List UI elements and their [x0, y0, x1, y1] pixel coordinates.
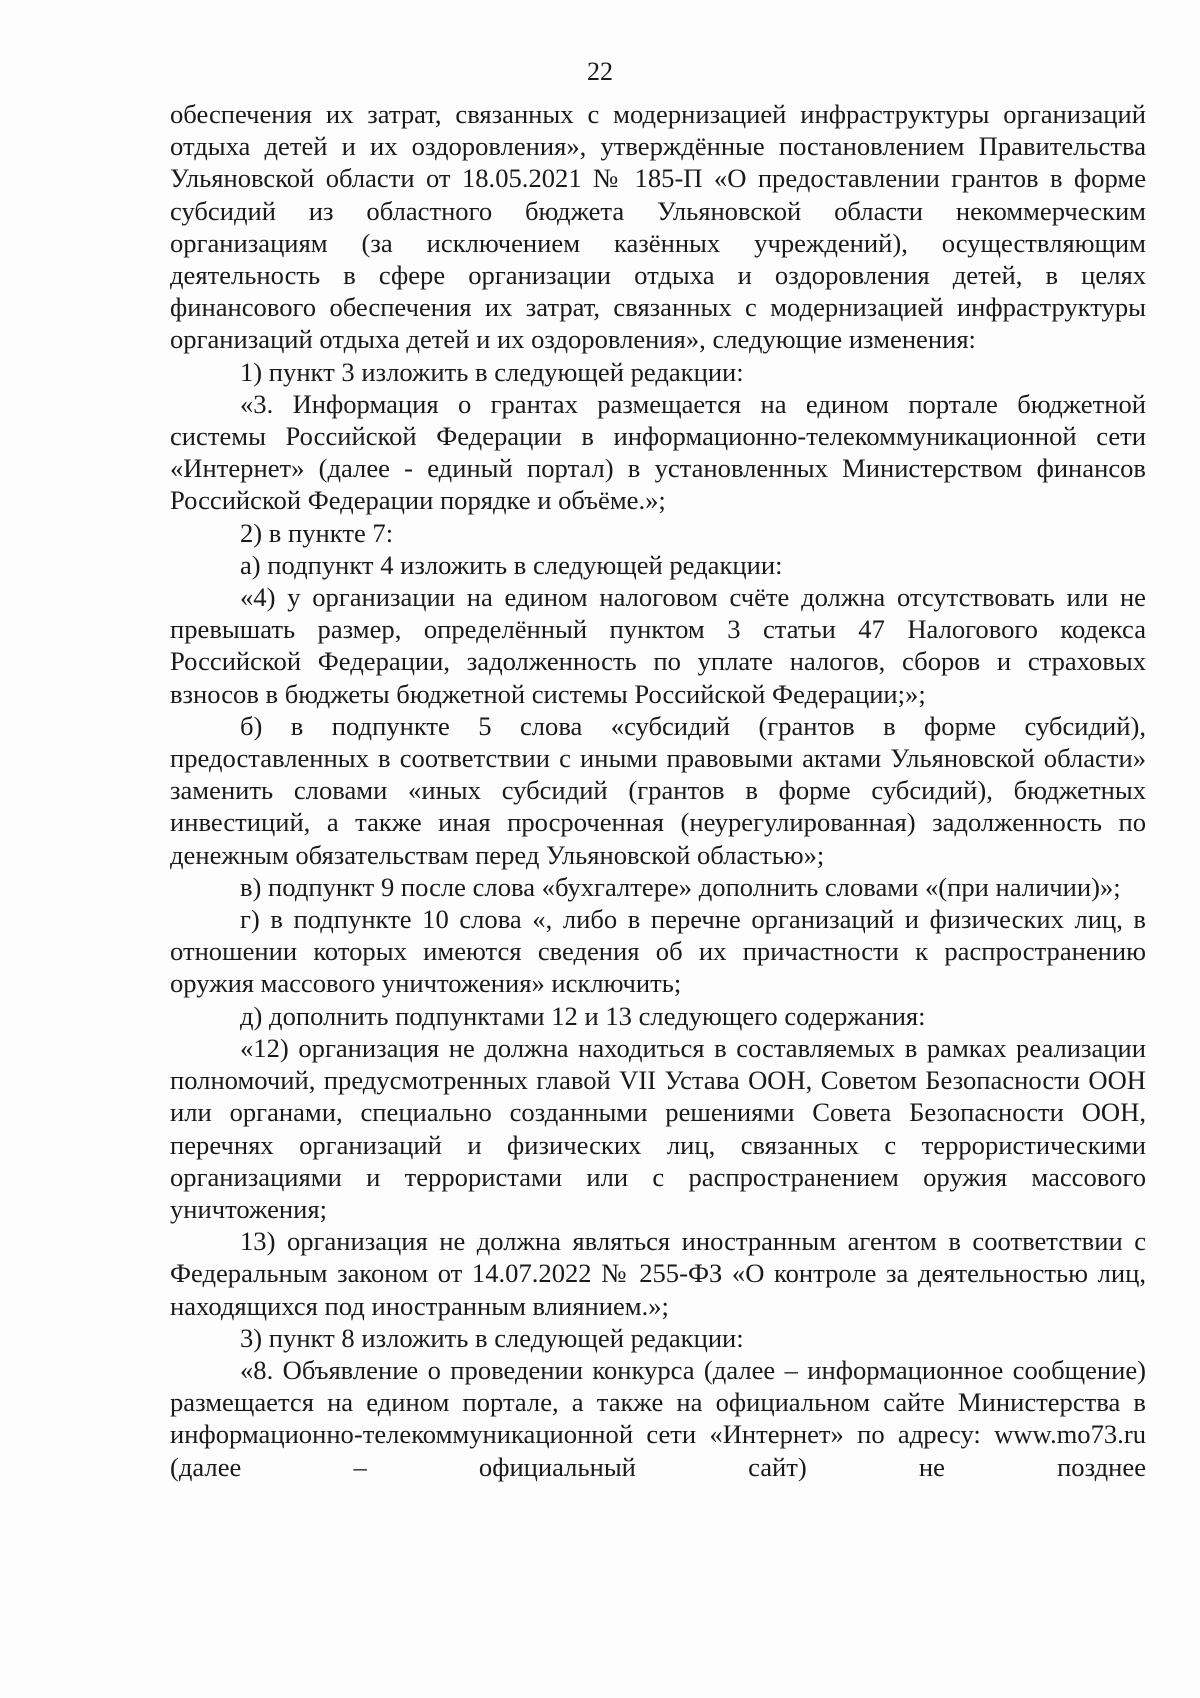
paragraph: в) подпункт 9 после слова «бухгалтере» дополнить словами «(при наличии)»; [240, 871, 1121, 902]
paragraph: д) дополнить подпунктами 12 и 13 следующего содержания: [240, 1000, 926, 1031]
paragraph: г) в подпункте 10 слова «, либо в перечне организаций и физических лиц, в отношении которых имеются сведения об их причастности к распространению оружия массового уничтожения» исключить; [170, 904, 1146, 999]
paragraph: «3. Информация о грантах размещается на едином портале бюджетной системы Российской Федерации в информационно-телекоммуникационной сети «Интернет» (далее - единый портал) в установленных Министерством финансов Российской Федерации порядке и объёме.»; [170, 388, 1146, 516]
paragraph: б) в подпункте 5 слова «субсидий (грантов в форме субсидий), предоставленных в соответствии с иными правовыми актами Ульяновской области» заменить словами «иных субсидий (грантов в форме субсидий), бюджетных инвестиций, а также иная просроченная (неурегулированная) задолженность по денежным обязательствам перед Ульяновской областью»; [170, 710, 1146, 870]
paragraph: «8. Объявление о проведении конкурса (далее – информационное сообщение) размещается на едином портале, а также на официальном сайте Министерства в информационно-телекоммуникационной сети «Интернет» по адресу: www.mo73.ru (далее – официальный сайт) не позднее [170, 1354, 1146, 1482]
page-number: 22 [587, 57, 613, 86]
paragraph: 3) пункт 8 изложить в следующей редакции: [240, 1322, 744, 1353]
paragraph: а) подпункт 4 изложить в следующей редакции: [240, 549, 783, 580]
paragraph: «4) у организации на едином налоговом счёте должна отсутствовать или не превышать размер, определённый пунктом 3 статьи 47 Налогового кодекса Российской Федерации, задолженность по уплате налогов, сборов и страховых взносов в бюджеты бюджетной системы Российской Федерации;»; [170, 582, 1146, 709]
paragraph: «12) организация не должна находиться в составляемых в рамках реализации полномочий, предусмотренных главой VII Устава ООН, Советом Безопасности ООН или органами, специально созданными решениями Совета Безопасности ООН, перечнях организаций и физических лиц, связанных с террористическими организациями и террористами или с распространением оружия массового уничтожения; [170, 1032, 1146, 1224]
paragraph: 1) пункт 3 изложить в следующей редакции: [240, 356, 744, 387]
paragraph: 13) организация не должна являться иностранным агентом в соответствии с Федеральным законом от 14.07.2022 № 255-ФЗ «О контроле за деятельностью лиц, находящихся под иностранным влиянием.»; [170, 1226, 1146, 1321]
paragraph: обеспечения их затрат, связанных с модернизацией инфраструктуры организаций отдыха детей и их оздоровления», утверждённые постановлением Правительства Ульяновской области от 18.05.2021 № 185-П «О предоставлении грантов в форме субсидий из областного бюджета Ульяновской области некоммерческим организациям (за исключением казённых учреждений), осуществляющим деятельность в сфере организации отдыха и оздоровления детей, в целях финансового обеспечения их затрат, связанных с модернизацией инфраструктуры организаций отдыха детей и их оздоровления», следующие изменения: [170, 99, 1146, 355]
document-body [170, 98, 1146, 1483]
paragraph: 2) в пункте 7: [240, 517, 394, 548]
